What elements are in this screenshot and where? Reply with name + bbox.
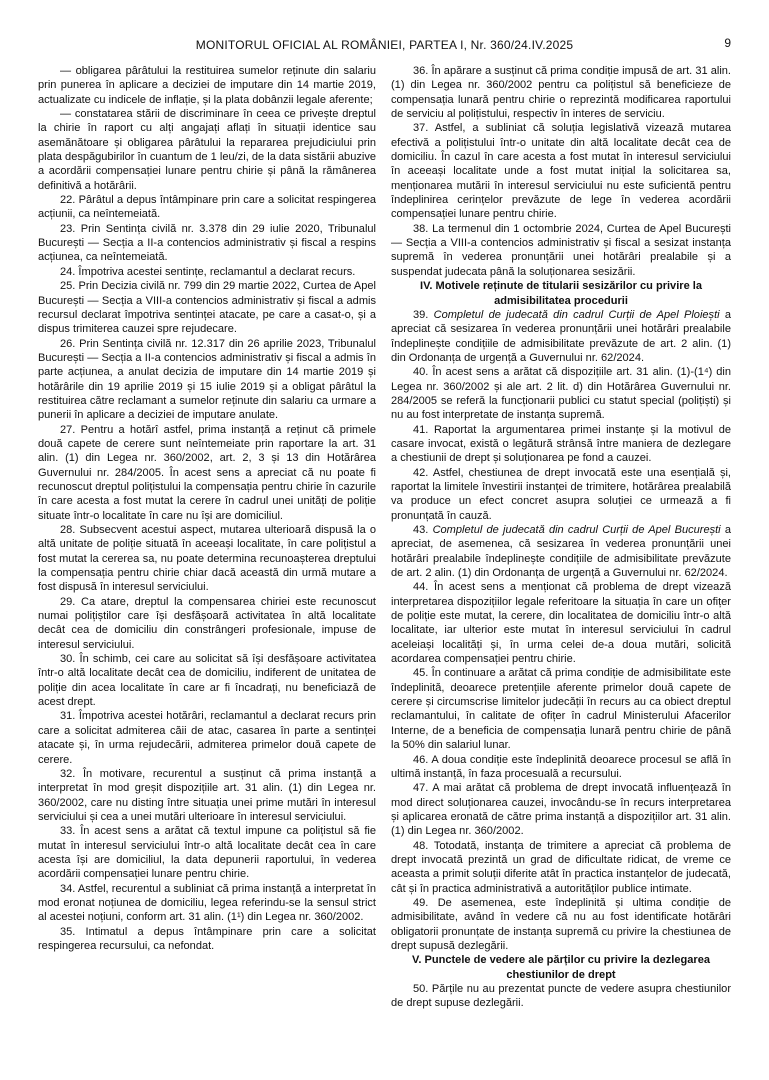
paragraph: 36. În apărare a susținut că prima condiție impusă de art. 31 alin. (1) din Legea nr. 360/2002 pentru ca polițistul să beneficieze de compensația lunară pentru chirie o reprezintă modificarea raportului de serviciu al polițistului, respectiv în interes de serviciu. [391, 65, 731, 121]
section-heading-v: V. Punctele de vedere ale părților cu privire la dezlegarea chestiunilor de drept [412, 954, 710, 981]
paragraph [391, 308, 731, 365]
left-column [38, 64, 376, 953]
paragraph: 45. În continuare a arătat că prima condiție de admisibilitate este îndeplinită, deoarece pretențiile aferente primelor două capete de cerere și circumscrise limitelor judecății în recurs au ca obiect dreptul reclamantului, în calitate de ofițer în cadrul Ministerului Afacerilor Interne, de a beneficia de compensația lunară pentru chirie de până la 50% din salariul lunar. [391, 667, 731, 752]
paragraph: 46. A doua condiție este îndeplinită deoarece procesul se află în ultimă instanță, în faza procesuală a recursului. [391, 753, 731, 780]
paragraph: 37. Astfel, a subliniat că soluția legislativă vizează mutarea efectivă a polițistului într-o unitate din altă localitate decât cea de domiciliu. În cazul în care acesta a fost mutat în interesul serviciului în aceeași localitate unde a fost mutat inițial la solicitarea sa, menționarea mutării în interesul serviciului nu este suficientă pentru îndeplinirea cerințelor prevăzute de lege în vederea acordării compensației lunare pentru chirie. [391, 122, 731, 221]
paragraph: 23. Prin Sentința civilă nr. 3.378 din 29 iulie 2020, Tribunalul București — Secția a II-a contencios administrativ și fiscal a respins acțiunea, ca neîntemeiată. [38, 222, 376, 264]
paragraph: 22. Pârâtul a depus întâmpinare prin care a solicitat respingerea acțiunii, ca neîntemeiată. [38, 194, 376, 221]
paragraph: 32. În motivare, recurentul a susținut că prima instanță a interpretat în mod greșit dispozițiile art. 31 alin. (1) din Legea nr. 360/2002, care nu disting între situația unei prime mutări în interesul serviciului și cea a unei mutări ulterioare în interesul serviciului. [38, 767, 376, 823]
page-number: 9 [724, 36, 731, 50]
court-panel-name: Completul de judecată din cadrul Curții de Apel Ploiești [433, 308, 720, 321]
paragraph: 48. Totodată, instanța de trimitere a apreciat că problema de drept invocată prezintă un grad de dificultate ridicat, de vreme ce aceasta a primit soluții diferite atât în practica instanțelor de judecată, cât și în practica administrativă a autorităților publice intimate. [391, 839, 731, 895]
paragraph: 35. Intimatul a depus întâmpinare prin care a solicitat respingerea recursului, ca nefondat. [38, 925, 376, 952]
paragraph: 27. Pentru a hotărî astfel, prima instanță a reținut că primele două capete de cerere sunt neîntemeiate prin raportare la art. 31 alin. (1) din Legea nr. 360/2002, art. 2, 3 și 13 din Hotărârea Guvernului nr. 284/2005. În acest sens a apreciat că nu poate fi recunoscut dreptul polițistului la compensația pentru chirie în cazurile în care acesta a fost mutat la cerere în cadrul unei unități de poliție situate într-o localitate în care nu își are domiciliul. [38, 423, 376, 522]
paragraph-number: 43. [413, 524, 433, 536]
paragraph: 42. Astfel, chestiunea de drept invocată este una esențială și, raportat la limitele învestirii instanței de trimitere, hotărârea prealabilă va produce un efect concret asupra soluției ce urmează a fi pronunțată în cauză. [391, 466, 731, 522]
paragraph-text: a apreciat că sesizarea în vederea pronunțării unei hotărâri prealabile îndeplinește condițiile de admisibilitate prevăzute de art. 2 alin. (1) din Ordonanța de urgență a Guvernului nr. 62/2024. [391, 308, 731, 364]
paragraph: 24. Împotriva acestei sentințe, reclamantul a declarat recurs. [60, 265, 356, 278]
paragraph-text: a apreciat, de asemenea, că sesizarea în vederea pronunțării unei hotărâri prealabile îndeplinește condițiile de admisibilitate prevăzute de art. 2 alin. (1) din Ordonanța de urgență a Guvernului nr. 62/2024. [391, 524, 731, 580]
paragraph: 41. Raportat la argumentarea primei instanțe și la motivul de casare invocat, există o legătură strânsă între maniera de dezlegare a chestiunii de drept și soluționarea pe fond a cauzei. [391, 423, 731, 465]
paragraph-number: 39. [413, 308, 434, 321]
paragraph: 49. De asemenea, este îndeplinită și ultima condiție de admisibilitate, având în vedere că nu au fost identificate hotărâri obligatorii pronunțate de instanța supremă cu privire la chestiunea de drept supusă dezlegării. [391, 896, 731, 952]
paragraph: 31. Împotriva acestei hotărâri, reclamantul a declarat recurs prin care a solicitat admiterea căii de atac, casarea în parte a sentinței atacate și, în urma rejudecării, admiterea primelor două capete de cerere. [38, 710, 376, 766]
page-header [0, 38, 769, 54]
paragraph: 30. În schimb, cei care au solicitat să își desfășoare activitatea într-o altă localitate decât cea de domiciliu, indiferent de unitatea de poliție din acea localitate în care ar fi încadrați, nu beneficiază de acest drept. [38, 653, 376, 709]
paragraph: 25. Prin Decizia civilă nr. 799 din 29 martie 2022, Curtea de Apel București — Secția a VIII-a contencios administrativ și fiscal a admis recursul declarat împotriva sentinței atacate, pe care a casat-o, și a dispus trimiterea cauzei spre rejudecare. [38, 280, 376, 336]
court-panel-name: Completul de judecată din cadrul Curții de Apel București [432, 524, 721, 536]
paragraph: — obligarea pârâtului la restituirea sumelor reținute din salariu prin punerea în aplicare a deciziei de imputare din 14 martie 2019, actualizate cu indicele de inflație, și la plata dobânzii legale aferente; [38, 65, 376, 106]
paragraph: 38. La termenul din 1 octombrie 2024, Curtea de Apel București — Secția a VIII-a contencios administrativ și fiscal a sesizat instanța supremă în vederea pronunțării unei hotărâri prealabile și a suspendat judecata până la soluționarea sesizării. [391, 222, 731, 278]
paragraph: 40. În acest sens a arătat că dispozițiile art. 31 alin. (1)-(1⁴) din Legea nr. 360/2002 și ale art. 2 lit. d) din Hotărârea Guvernului nr. 284/2005 se referă la funcționarii publici cu statut special (polițiști) și nu au fost interpretate de instanța supremă. [391, 366, 731, 422]
paragraph [391, 523, 731, 580]
paragraph: 29. Ca atare, dreptul la compensarea chiriei este recunoscut numai polițiștilor care își desfășoară activitatea în altă localitate decât cea de domiciliu din constrângeri profesionale, impuse de interesul serviciului. [38, 595, 376, 651]
paragraph: 50. Părțile nu au prezentat puncte de vedere asupra chestiunilor de drept supuse dezlegării. [391, 983, 731, 1010]
paragraph: 26. Prin Sentința civilă nr. 12.317 din 26 aprilie 2023, Tribunalul București — Secția a II-a contencios administrativ și fiscal a admis în parte acțiunea, a anulat decizia de imputare din 14 martie 2019 și hotărârile din 19 aprilie 2019 și 15 iulie 2019 și a obligat pârâtul la restituirea către reclamant a sumelor reținute din salariu ca urmare a punerii în aplicare a deciziei de imputare anulate. [38, 337, 376, 422]
paragraph: 44. În acest sens a menționat că problema de drept vizează interpretarea dispozițiilor legale referitoare la situația în care un ofițer de poliție este mutat, la cerere, din localitatea de domiciliu într-o altă localitate, iar ulterior este mutat în interesul serviciului în cadrul aceleiași localități și, în urma celei de-a doua mutări, solicită acordarea compensației pentru chirie. [391, 581, 731, 666]
paragraph: — constatarea stării de discriminare în ceea ce privește dreptul la chirie în raport cu alți angajați aflați în situații identice sau asemănătoare și obligarea pârâtului la repararea prejudiciului prin plata despăgubirilor în cuantum de 1 leu/zi, de la data sistării abuzive a acordării compensației lunare pentru chirie și până la rămânerea definitivă a hotărârii. [38, 108, 376, 192]
paragraph: 47. A mai arătat că problema de drept invocată influențează în mod direct soluționarea cauzei, invocându-se în recurs interpretarea și aplicarea eronată de către prima instanță a dispozițiilor art. 31 alin. (1) din Legea nr. 360/2002. [391, 782, 731, 838]
right-column [391, 64, 731, 1011]
paragraph: 28. Subsecvent acestui aspect, mutarea ulterioară dispusă la o altă unitate de poliție situată în aceeași localitate, în care polițistul a fost mutat la cererea sa, nu poate determina recunoașterea dreptului la compensația pentru chirie chiar dacă această din urmă mutare a fost dispusă în interesul serviciului. [38, 524, 376, 594]
paragraph: 34. Astfel, recurentul a subliniat că prima instanță a interpretat în mod eronat noțiunea de domiciliu, legea referindu-se la sensul strict al acestei noțiuni, conform art. 31 alin. (1¹) din Legea nr. 360/2002. [38, 882, 376, 924]
publication-title: MONITORUL OFICIAL AL ROMÂNIEI, PARTEA I, Nr. 360/24.IV.2025 [195, 38, 574, 52]
section-heading-iv: IV. Motivele reținute de titularii sesizărilor cu privire la admisibilitatea procedurii [420, 280, 702, 307]
paragraph: 33. În acest sens a arătat că textul impune ca polițistul să fie mutat în interesul serviciului într-o altă localitate decât cea în care acesta își are domiciliul, la data depunerii raportului, în vederea acordării compensației lunare pentru chirie. [38, 825, 376, 881]
